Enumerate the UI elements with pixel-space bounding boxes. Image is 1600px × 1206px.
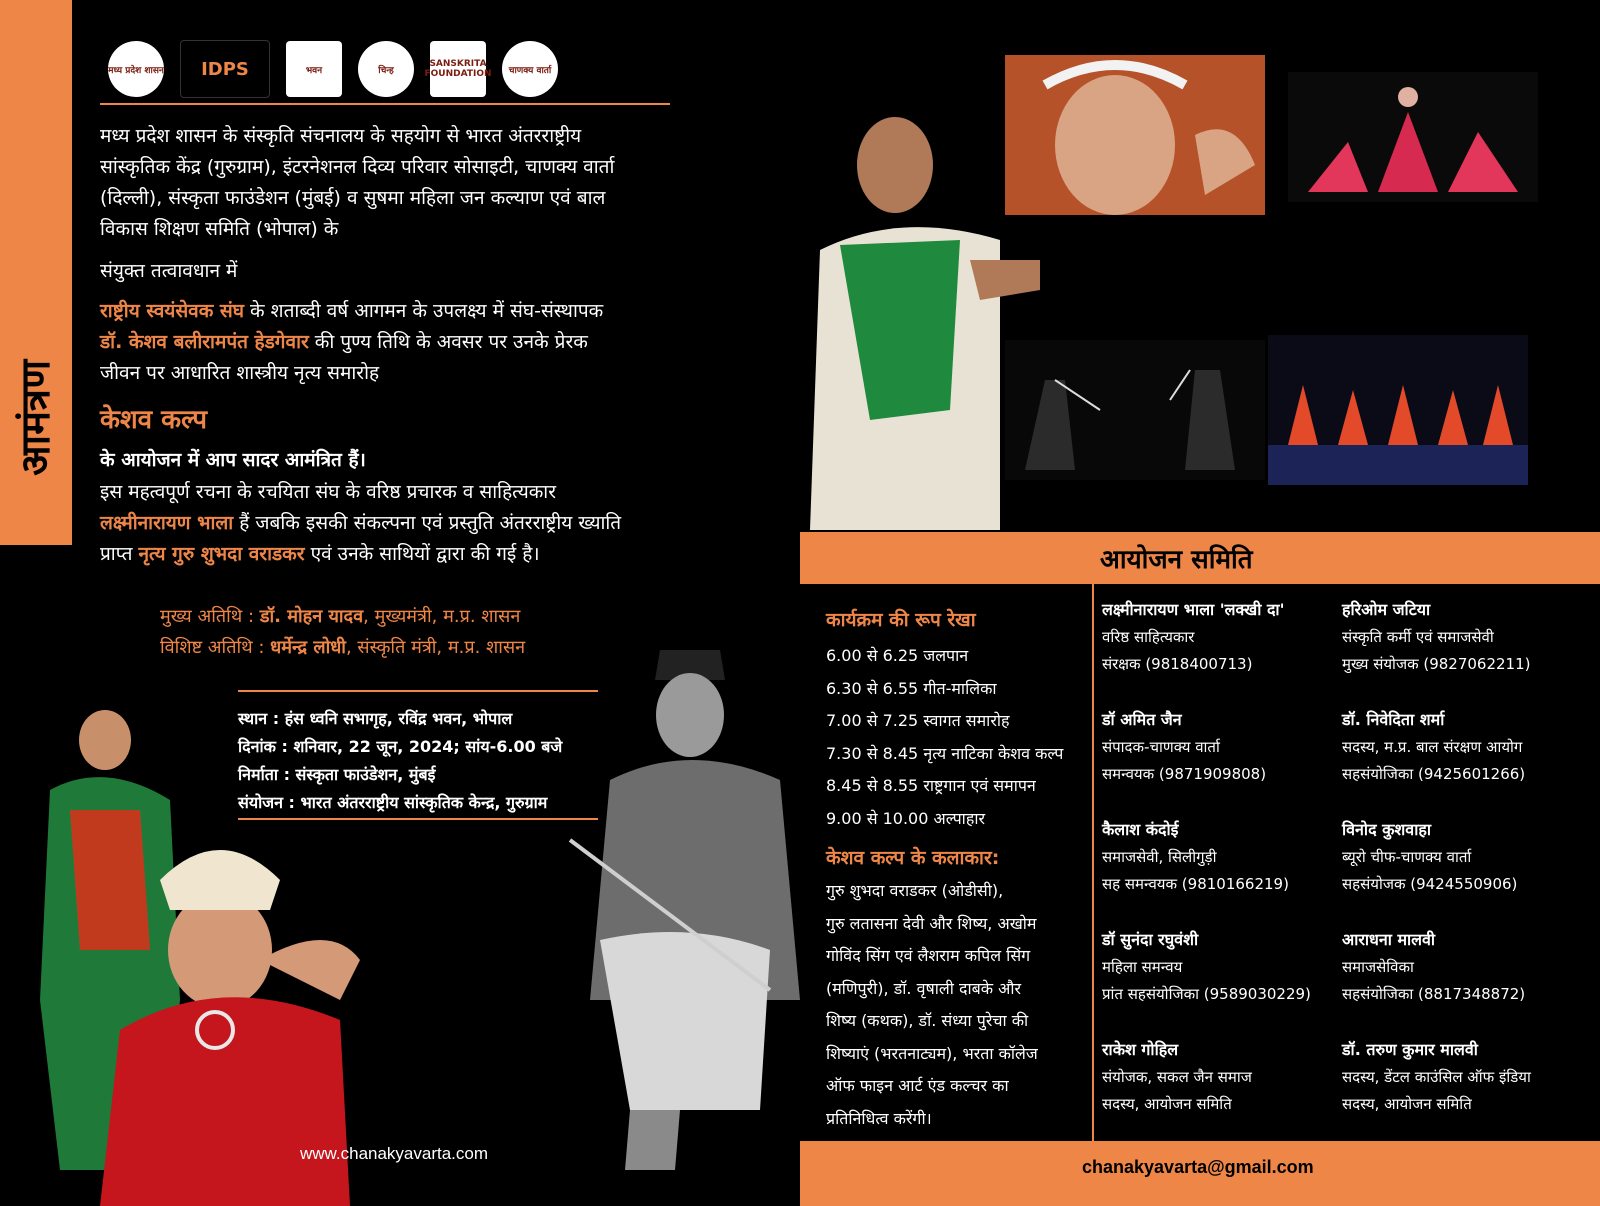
rss-name: राष्ट्रीय स्वयंसेवक संघ bbox=[100, 300, 245, 322]
creation-paragraph bbox=[100, 477, 700, 570]
email-link[interactable]: chanakyavarta@gmail.com bbox=[1082, 1157, 1314, 1177]
artists-list bbox=[826, 875, 1076, 1135]
guest-role: , संस्कृति मंत्री, म.प्र. शासन bbox=[345, 637, 526, 658]
footer-bar bbox=[800, 1141, 1600, 1206]
side-banner bbox=[0, 0, 72, 545]
program-item: 7.30 से 8.45 नृत्य नाटिका केशव कल्प bbox=[826, 743, 1064, 763]
venue-coordination: संयोजन : भारत अंतरराष्ट्रीय सांस्कृतिक केन्द्र, गुरुग्राम bbox=[238, 793, 548, 812]
program-item: 6.30 से 6.55 गीत-मालिका bbox=[826, 678, 997, 698]
venue-producer: निर्माता : संस्कृता फाउंडेशन, मुंबई bbox=[238, 765, 436, 784]
member-name: राकेश गोहिल bbox=[1102, 1040, 1179, 1059]
committee-divider bbox=[1092, 584, 1094, 1142]
dancer-closeup-photo bbox=[1005, 55, 1265, 215]
venue-divider-top bbox=[238, 690, 598, 692]
member-name: डॉ. तरुण कुमार मालवी bbox=[1342, 1040, 1478, 1059]
program-item: 7.00 से 7.25 स्वागत समारोह bbox=[826, 711, 1010, 730]
artists-line: प्रतिनिधित्व करेंगी। bbox=[826, 1108, 932, 1128]
artists-heading: केशव कल्प के कलाकार: bbox=[826, 847, 1000, 869]
committee-member bbox=[1102, 596, 1284, 679]
artists-line: गुरु लतासना देवी और शिष्य, अखोम bbox=[826, 913, 1037, 933]
intro-line: (दिल्ली), संस्कृता फाउंडेशन (मुंबई) व सुषमा महिला जन कल्याण एवं बाल bbox=[100, 187, 606, 209]
guest-label: विशिष्ट अतिथि : bbox=[160, 637, 271, 658]
member-contact: सदस्य, आयोजन समिति bbox=[1342, 1095, 1472, 1113]
dancers-photo bbox=[10, 700, 370, 1206]
author-name: लक्ष्मीनारायण भाला bbox=[100, 512, 234, 534]
creation-text: हैं जबकि इसकी संकल्पना एवं प्रस्तुति अंतरराष्ट्रीय ख्याति bbox=[233, 512, 622, 534]
committee-member bbox=[1102, 1036, 1252, 1119]
committee-header-bar bbox=[800, 532, 1600, 584]
member-name: डॉ सुनंदा रघुवंशी bbox=[1102, 930, 1199, 949]
special-guest bbox=[160, 635, 525, 659]
member-role: समाजसेवी, सिलीगुड़ी bbox=[1102, 847, 1217, 866]
member-contact: संरक्षक (9818400713) bbox=[1102, 655, 1253, 673]
logo-row bbox=[108, 40, 558, 98]
guest-role: , मुख्यमंत्री, म.प्र. शासन bbox=[363, 606, 521, 627]
event-title: केशव कल्प bbox=[100, 405, 208, 435]
member-role: संयोजक, सकल जैन समाज bbox=[1102, 1067, 1252, 1086]
member-contact: सह समन्वयक (9810166219) bbox=[1102, 875, 1289, 893]
invite-line: के आयोजन में आप सादर आमंत्रित हैं। bbox=[100, 449, 366, 471]
member-name: डॉ. निवेदिता शर्मा bbox=[1342, 710, 1445, 729]
member-name: लक्ष्मीनारायण भाला 'लक्खी दा' bbox=[1102, 600, 1285, 619]
member-contact: मुख्य संयोजक (9827062211) bbox=[1342, 655, 1531, 673]
committee-member bbox=[1102, 926, 1311, 1009]
member-role: समाजसेविका bbox=[1342, 957, 1414, 976]
member-role: सदस्य, डेंटल काउंसिल ऑफ इंडिया bbox=[1342, 1067, 1531, 1086]
committee-member bbox=[1342, 926, 1525, 1009]
stage-dancers-photo bbox=[1268, 335, 1528, 485]
member-contact: सदस्य, आयोजन समिति bbox=[1102, 1095, 1232, 1113]
member-role: वरिष्ठ साहित्यकार bbox=[1102, 627, 1195, 646]
occasion-text: की पुण्य तिथि के अवसर पर उनके प्रेरक bbox=[308, 331, 588, 353]
intro-line: विकास शिक्षण समिति (भोपाल) के bbox=[100, 218, 339, 240]
intro-paragraph bbox=[100, 121, 690, 245]
member-name: आराधना मालवी bbox=[1342, 930, 1436, 949]
member-contact: प्रांत सहसंयोजिका (9589030229) bbox=[1102, 985, 1311, 1003]
intro-line: सांस्कृतिक केंद्र (गुरुग्राम), इंटरनेशनल दिव्य परिवार सोसाइटी, चाणक्य वार्ता bbox=[100, 156, 615, 178]
program-item: 9.00 से 10.00 अल्पाहार bbox=[826, 808, 986, 828]
creation-text: इस महत्वपूर्ण रचना के रचयिता संघ के वरिष्ठ प्रचारक व साहित्यकार bbox=[100, 481, 556, 503]
venue-date: दिनांक : शनिवार, 22 जून, 2024; सांय-6.00 बजे bbox=[238, 737, 563, 756]
member-contact: समन्वयक (9871909808) bbox=[1102, 765, 1267, 783]
website-link[interactable]: www.chanakyavarta.com bbox=[300, 1144, 489, 1163]
sanskrita-foundation-logo: SANSKRITA FOUNDATION bbox=[430, 41, 486, 97]
guest-label: मुख्य अतिथि : bbox=[160, 606, 260, 627]
member-name: हरिओम जटिया bbox=[1342, 600, 1431, 619]
member-contact: सहसंयोजिका (9425601266) bbox=[1342, 765, 1526, 783]
artists-line: ऑफ फाइन आर्ट एंड कल्चर का bbox=[826, 1076, 1009, 1095]
special-guest-name: धर्मेन्द्र लोधी bbox=[270, 637, 346, 658]
creation-text: एवं उनके साथियों द्वारा की गई है। bbox=[304, 543, 540, 565]
committee-title: आयोजन समिति bbox=[1100, 545, 1253, 575]
mp-govt-logo: मध्य प्रदेश शासन bbox=[108, 41, 164, 97]
committee-member bbox=[1342, 816, 1517, 899]
emblem-logo: चिन्ह bbox=[358, 41, 414, 97]
joint-auspices: संयुक्त तत्वावधान में bbox=[100, 260, 238, 282]
member-contact: सहसंयोजक (9424550906) bbox=[1342, 875, 1518, 893]
committee-member bbox=[1342, 706, 1525, 789]
member-role: महिला समन्वय bbox=[1102, 957, 1183, 976]
creation-text: प्राप्त bbox=[100, 543, 139, 565]
artists-line: गोविंद सिंग एवं लैशराम कपिल सिंग bbox=[826, 946, 1031, 965]
sword-fight-photo bbox=[1005, 340, 1265, 480]
member-role: संस्कृति कर्मी एवं समाजसेवी bbox=[1342, 627, 1494, 646]
founder-portrait bbox=[570, 640, 800, 1180]
venue-place: स्थान : हंस ध्वनि सभागृह, रविंद्र भवन, भोपाल bbox=[238, 709, 513, 728]
member-contact: सहसंयोजिका (8817348872) bbox=[1342, 985, 1526, 1003]
occasion-paragraph bbox=[100, 296, 700, 389]
member-name: विनोद कुशवाहा bbox=[1342, 820, 1431, 839]
committee-member bbox=[1342, 596, 1531, 679]
founder-name: डॉ. केशव बलीरामपंत हेडगेवार bbox=[100, 331, 309, 353]
occasion-text: जीवन पर आधारित शास्त्रीय नृत्य समारोह bbox=[100, 362, 380, 384]
occasion-text: के शताब्दी वर्ष आगमन के उपलक्ष्य में संघ-संस्थापक bbox=[244, 300, 604, 322]
intro-line: मध्य प्रदेश शासन के संस्कृति संचनालय के सहयोग से भारत अंतरराष्ट्रीय bbox=[100, 125, 582, 147]
member-role: संपादक-चाणक्य वार्ता bbox=[1102, 737, 1220, 756]
committee-member bbox=[1342, 1036, 1531, 1119]
building-logo: भवन bbox=[286, 41, 342, 97]
member-name: कैलाश कंदोई bbox=[1102, 820, 1179, 839]
committee-member bbox=[1102, 816, 1289, 899]
chief-guest-name: डॉ. मोहन यादव bbox=[259, 606, 364, 627]
member-role: सदस्य, म.प्र. बाल संरक्षण आयोग bbox=[1342, 737, 1523, 756]
program-item: 6.00 से 6.25 जलपान bbox=[826, 646, 969, 665]
artists-line: शिष्याएं (भरतनाट्यम), भरता कॉलेज bbox=[826, 1043, 1038, 1063]
chief-guest bbox=[160, 604, 520, 628]
invitation-label: आमंत्रण bbox=[13, 360, 59, 476]
member-name: डॉ अमित जैन bbox=[1102, 710, 1182, 729]
artists-line: गुरु शुभदा वराडकर (ओडीसी), bbox=[826, 881, 1004, 900]
committee-member bbox=[1102, 706, 1266, 789]
program-list bbox=[826, 640, 1063, 835]
header-divider bbox=[100, 103, 670, 105]
group-dance-photo bbox=[1288, 72, 1538, 202]
chanakya-varta-logo: चाणक्य वार्ता bbox=[502, 41, 558, 97]
program-item: 8.45 से 8.55 राष्ट्रगान एवं समापन bbox=[826, 776, 1036, 795]
artists-line: शिष्य (कथक), डॉ. संध्या पुरेचा की bbox=[826, 1011, 1029, 1030]
program-heading: कार्यक्रम की रूप रेखा bbox=[826, 609, 976, 631]
member-role: ब्यूरो चीफ-चाणक्य वार्ता bbox=[1342, 847, 1472, 866]
artists-line: (मणिपुरी), डॉ. वृषाली दाबके और bbox=[826, 978, 1022, 998]
idps-logo: IDPS bbox=[180, 40, 270, 98]
guru-name: नृत्य गुरु शुभदा वराडकर bbox=[138, 543, 305, 565]
